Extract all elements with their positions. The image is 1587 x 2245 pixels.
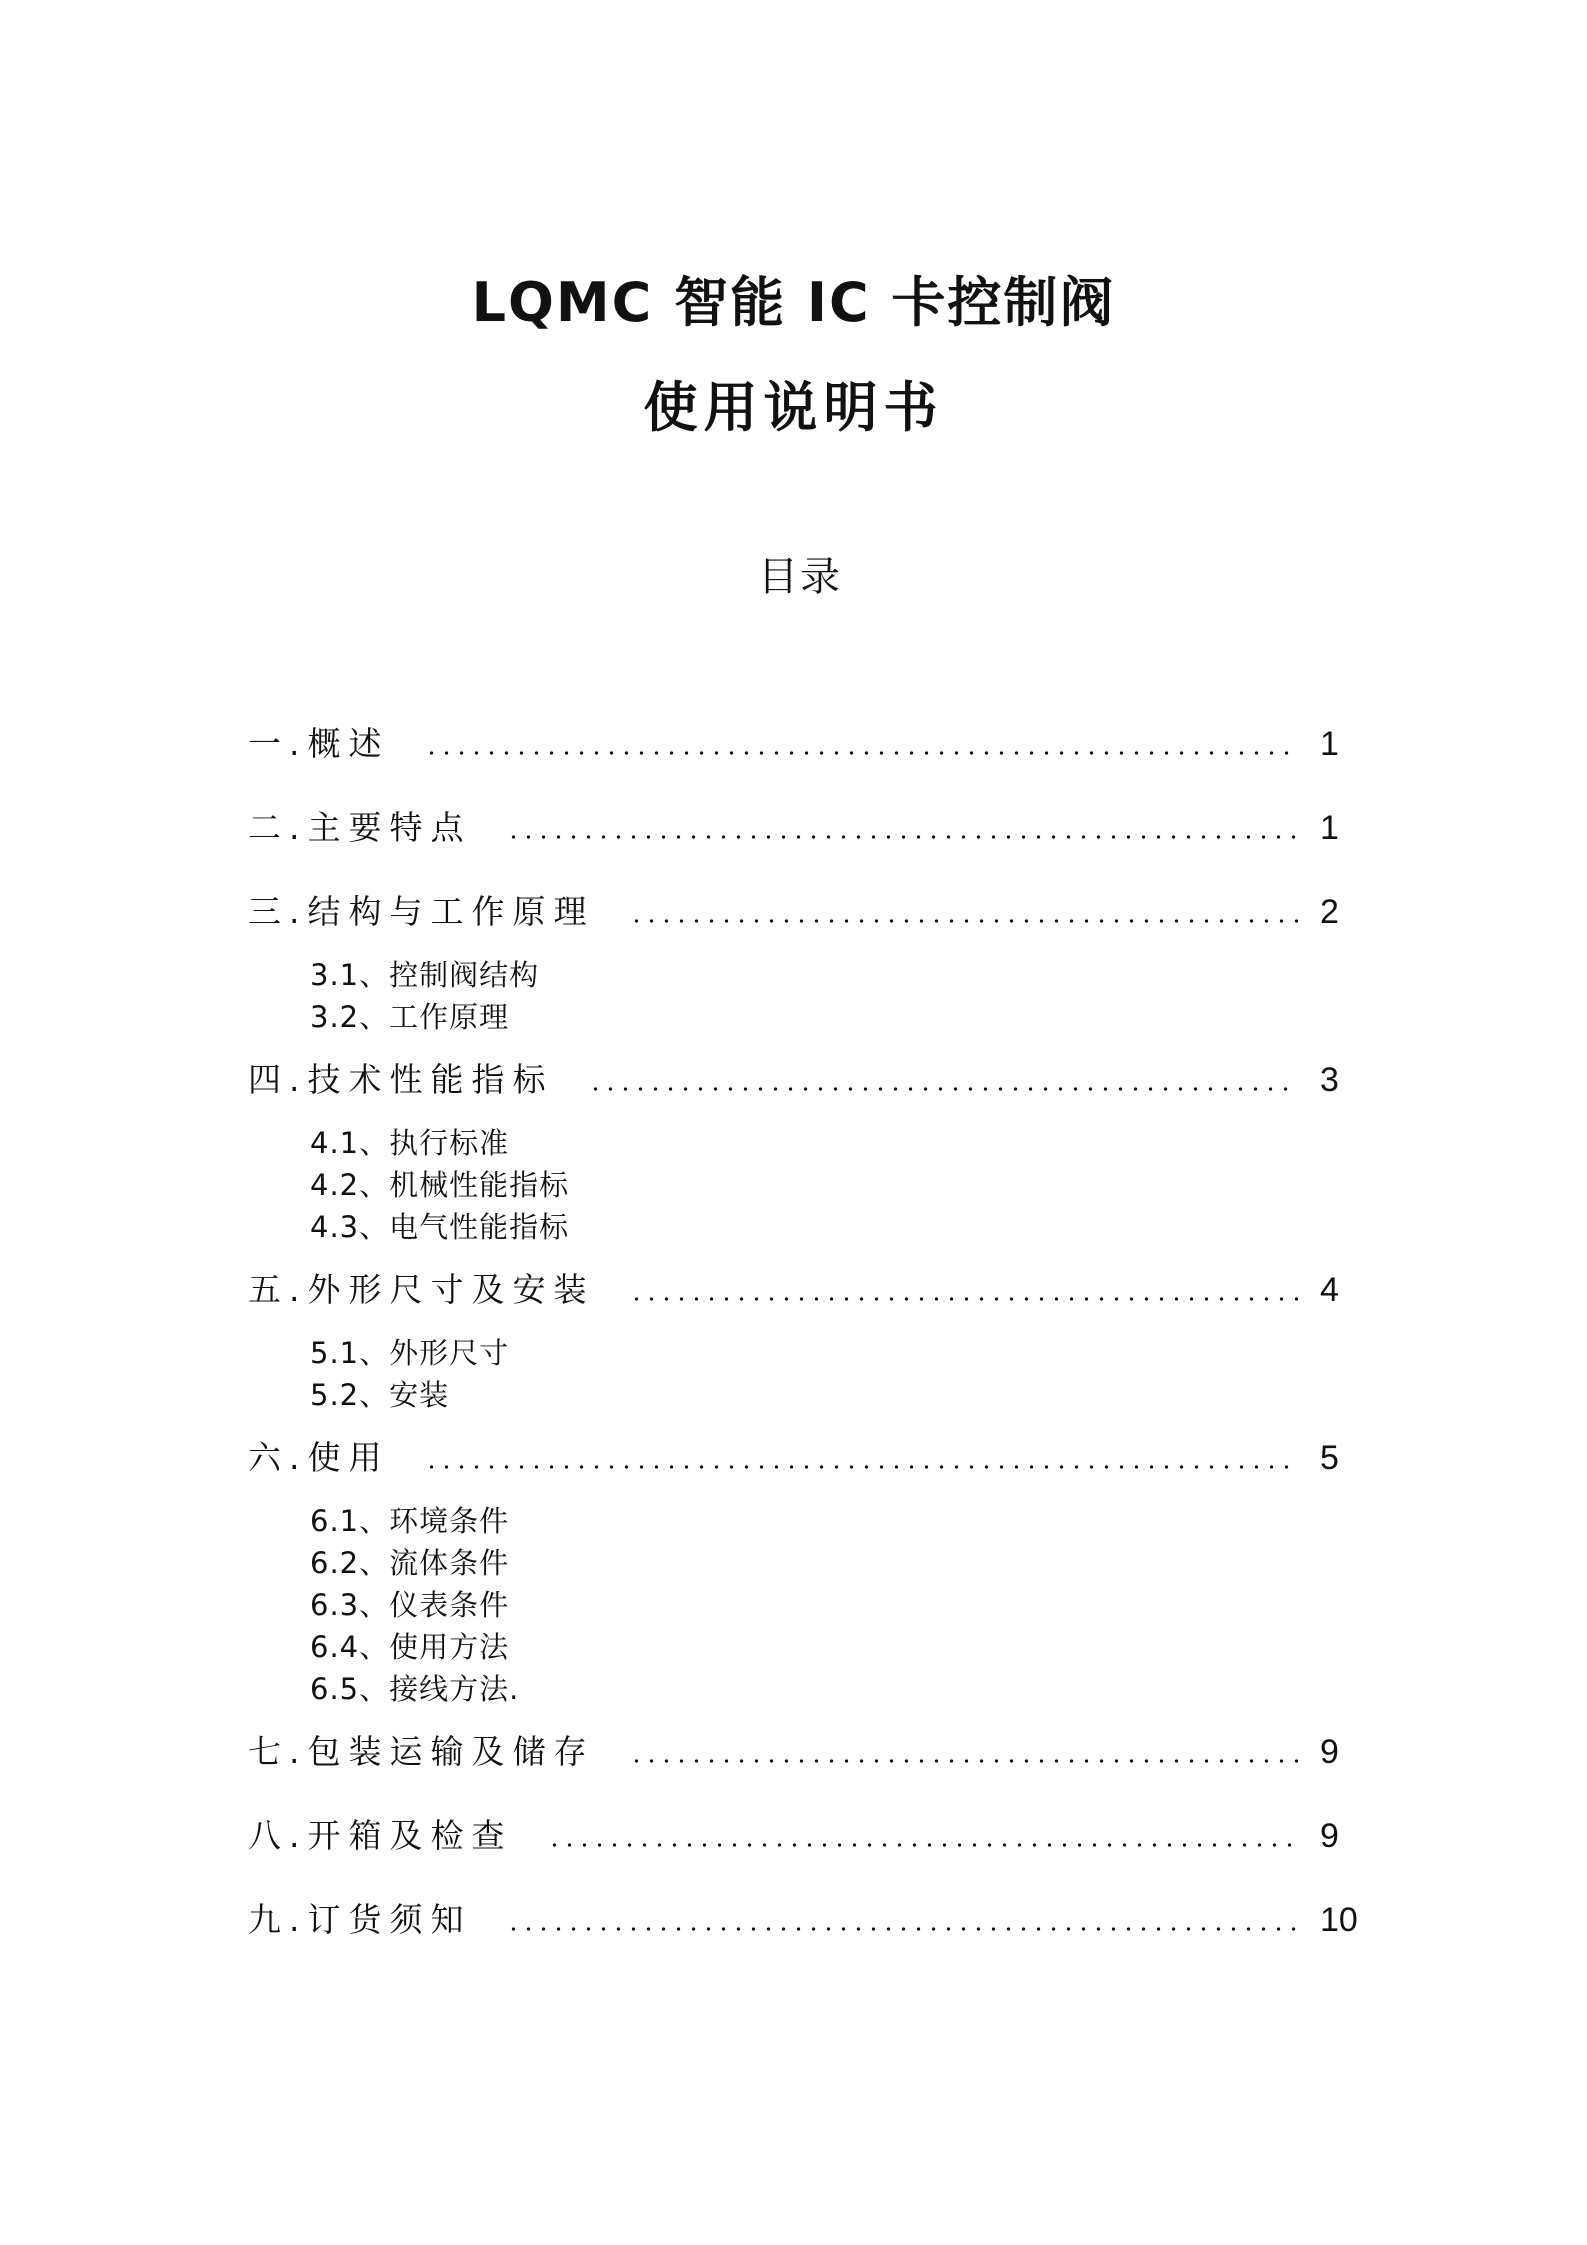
title-block <box>0 268 1587 443</box>
document-subtitle: 使用说明书 <box>643 376 944 439</box>
toc-entry <box>248 870 1380 954</box>
toc-subentry: 4.2、机械性能指标 <box>310 1168 570 1202</box>
toc-entry <box>248 702 1380 786</box>
toc-page-number: 9 <box>1320 1733 1339 1771</box>
toc-entry <box>248 1710 1380 1794</box>
toc-dot-leader <box>629 900 1299 924</box>
toc-page-number: 9 <box>1320 1817 1339 1855</box>
toc-subentry: 4.3、电气性能指标 <box>310 1210 570 1244</box>
toc-entry <box>248 1038 1380 1122</box>
toc-subentry: 6.2、流体条件 <box>310 1546 510 1580</box>
toc-subentry: 6.5、接线方法. <box>310 1672 520 1706</box>
toc-entry <box>248 1248 1380 1332</box>
toc-entry-label: 四.技术性能指标 <box>248 1060 554 1099</box>
toc-page-number: 4 <box>1320 1271 1339 1309</box>
toc-page-number: 5 <box>1320 1439 1339 1477</box>
toc-heading: 目录 <box>758 554 842 600</box>
toc-entry-label: 二.主要特点 <box>248 808 472 847</box>
toc-dot-leader <box>506 1908 1299 1932</box>
toc-subentry: 4.1、执行标准 <box>310 1126 510 1160</box>
toc-subentry: 3.1、控制阀结构 <box>310 958 540 992</box>
toc-entry-label: 九.订货须知 <box>248 1900 472 1939</box>
toc-entry <box>248 1794 1380 1878</box>
toc-dot-leader <box>424 732 1299 756</box>
toc-entry-label: 五.外形尺寸及安装 <box>248 1270 595 1309</box>
toc-entry <box>248 1416 1380 1500</box>
toc-page-number: 1 <box>1320 725 1339 763</box>
toc-entry-label: 七.包装运输及储存 <box>248 1732 595 1771</box>
toc-dot-leader <box>506 816 1299 840</box>
toc-subentry: 3.2、工作原理 <box>310 1000 510 1034</box>
toc-entry-label: 一.概述 <box>248 724 390 763</box>
toc-page-number: 2 <box>1320 893 1339 931</box>
toc-dot-leader <box>629 1740 1299 1764</box>
toc-entry-label: 六.使用 <box>248 1438 390 1477</box>
toc-entry-label: 三.结构与工作原理 <box>248 892 595 931</box>
document-title: LQMC 智能 IC 卡控制阀 <box>471 271 1116 334</box>
toc-subentry: 5.2、安装 <box>310 1378 450 1412</box>
toc-subentry: 6.3、仪表条件 <box>310 1588 510 1622</box>
toc-dot-leader <box>629 1278 1299 1302</box>
toc-entry-label: 八.开箱及检查 <box>248 1816 513 1855</box>
toc-page-number: 1 <box>1320 809 1339 847</box>
toc-subentry: 6.4、使用方法 <box>310 1630 510 1664</box>
toc-page-number: 10 <box>1320 1901 1358 1939</box>
toc-entry <box>248 786 1380 870</box>
table-of-contents <box>248 702 1380 1962</box>
toc-page-number: 3 <box>1320 1061 1339 1099</box>
toc-dot-leader <box>588 1068 1299 1092</box>
toc-subentry: 5.1、外形尺寸 <box>310 1336 510 1370</box>
toc-subentry: 6.1、环境条件 <box>310 1504 510 1538</box>
toc-dot-leader <box>424 1446 1299 1470</box>
toc-entry <box>248 1878 1380 1962</box>
toc-dot-leader <box>547 1824 1299 1848</box>
